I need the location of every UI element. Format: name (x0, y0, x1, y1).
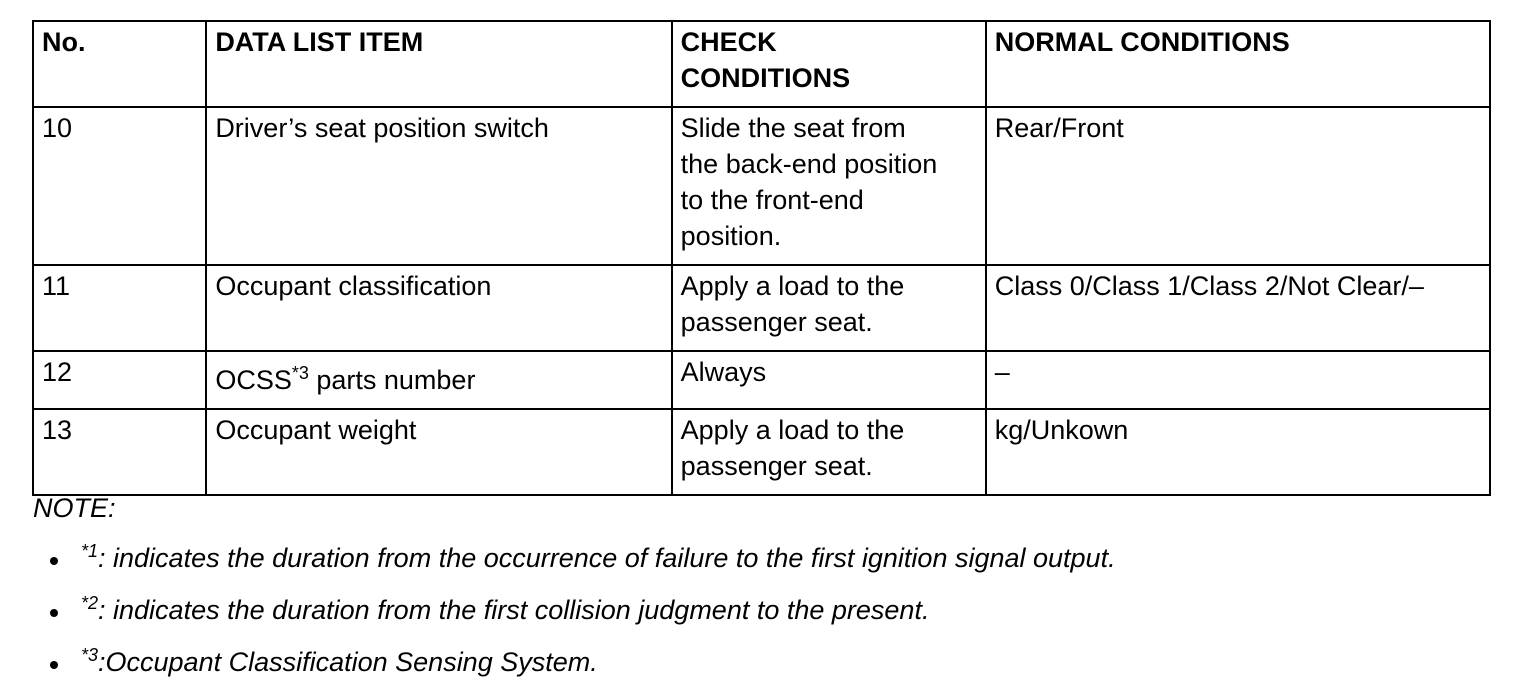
note-text: :Occupant Classification Sensing System. (98, 647, 598, 677)
table-row (33, 351, 1490, 409)
header-data-list-item: DATA LIST ITEM (206, 21, 671, 107)
cell-normal-conditions: Class 0/Class 1/Class 2/Not Clear/– (986, 265, 1490, 351)
table-header-row (33, 21, 1490, 107)
check-line: to the front-end (680, 185, 864, 215)
cell-normal-conditions: Rear/Front (986, 107, 1490, 265)
item-text: parts number (308, 365, 476, 395)
cell-normal-conditions: kg/Unkown (986, 409, 1490, 495)
cell-no: 10 (33, 107, 206, 265)
check-line: the back-end position (680, 149, 938, 179)
bullet-icon (50, 557, 58, 565)
footnote-marker: *3 (291, 363, 309, 383)
footnote-marker: *1 (81, 541, 99, 561)
data-list-table (32, 20, 1491, 496)
check-line: Always (680, 357, 767, 387)
header-check-line: CHECK (680, 27, 777, 57)
check-line: Apply a load to the (680, 415, 905, 445)
cell-check-conditions (672, 107, 986, 265)
check-line: passenger seat. (680, 451, 873, 481)
note-text: : indicates the duration from the occurrence of failure to the first ignition signal output. (98, 543, 1116, 573)
note-title: NOTE: (33, 493, 116, 523)
check-line: Apply a load to the (680, 271, 905, 301)
cell-no: 12 (33, 351, 206, 409)
check-line: Slide the seat from (680, 113, 906, 143)
check-line: passenger seat. (680, 307, 873, 337)
table-row (33, 265, 1490, 351)
cell-no: 13 (33, 409, 206, 495)
footnote-marker: *3 (81, 645, 99, 665)
cell-data-list-item: Driver’s seat position switch (206, 107, 671, 265)
note-item (50, 540, 1116, 592)
table-row (33, 409, 1490, 495)
cell-data-list-item (206, 351, 671, 409)
cell-data-list-item: Occupant weight (206, 409, 671, 495)
bullet-icon (50, 609, 58, 617)
cell-check-conditions (672, 409, 986, 495)
item-text: OCSS (215, 365, 292, 395)
note-text: : indicates the duration from the first collision judgment to the present. (98, 595, 930, 625)
cell-check-conditions (672, 351, 986, 409)
note-item (50, 644, 1116, 696)
bullet-icon (50, 661, 58, 669)
cell-no: 11 (33, 265, 206, 351)
cell-data-list-item: Occupant classification (206, 265, 671, 351)
header-check-line: CONDITIONS (680, 63, 851, 93)
note-list (50, 540, 1116, 696)
header-no: No. (33, 21, 206, 107)
table-row (33, 107, 1490, 265)
check-line: position. (680, 221, 782, 251)
cell-check-conditions (672, 265, 986, 351)
note-item (50, 592, 1116, 644)
footnote-marker: *2 (81, 593, 99, 613)
header-normal-conditions: NORMAL CONDITIONS (986, 21, 1490, 107)
cell-normal-conditions: – (986, 351, 1490, 409)
header-check-conditions (672, 21, 986, 107)
